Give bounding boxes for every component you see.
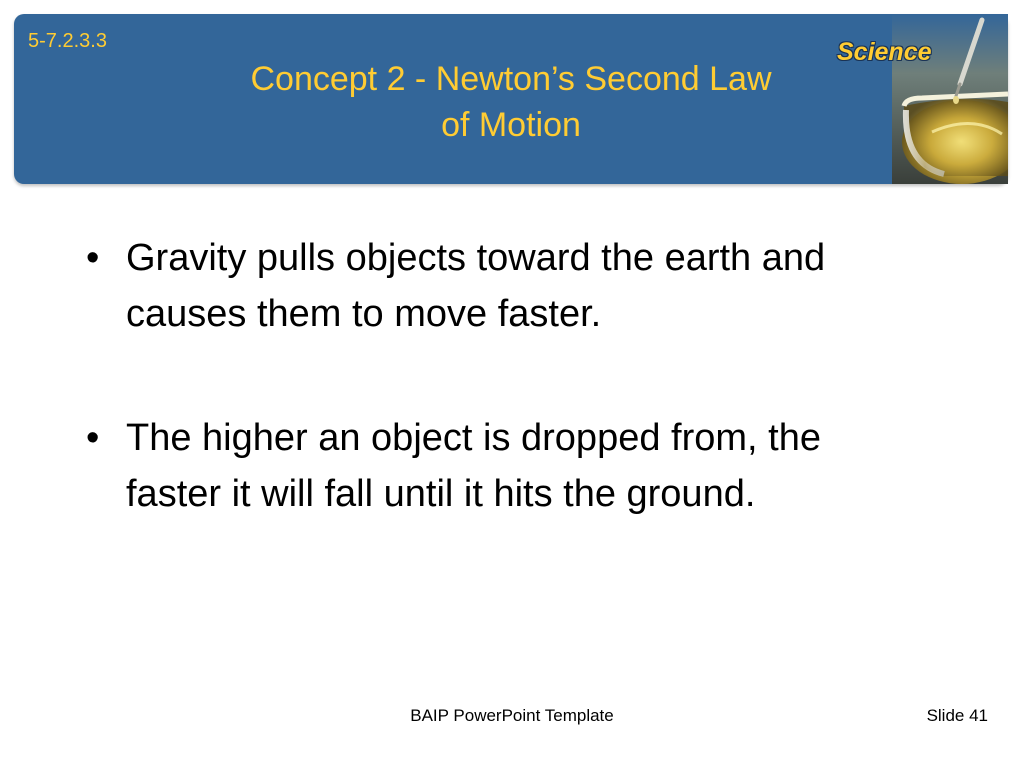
bullet-item xyxy=(86,410,916,522)
bullet-text: The higher an object is dropped from, the faster it will fall until it hits the ground. xyxy=(126,417,821,515)
science-label: Science xyxy=(837,38,932,66)
slide-title-line-2: of Motion xyxy=(441,106,581,144)
slide-title-line-1: Concept 2 - Newton’s Second Law xyxy=(250,60,772,98)
bullet-marker: • xyxy=(86,237,100,279)
slide-title xyxy=(190,56,832,148)
bullet-marker: • xyxy=(86,417,100,459)
bullet-list xyxy=(86,230,916,590)
bullet-item xyxy=(86,230,916,342)
footer-template-label: BAIP PowerPoint Template xyxy=(410,706,614,725)
slide-number: Slide 41 xyxy=(926,706,988,725)
bullet-text: Gravity pulls objects toward the earth and causes them to move faster. xyxy=(126,237,826,335)
slide-code: 5-7.2.3.3 xyxy=(28,30,107,52)
